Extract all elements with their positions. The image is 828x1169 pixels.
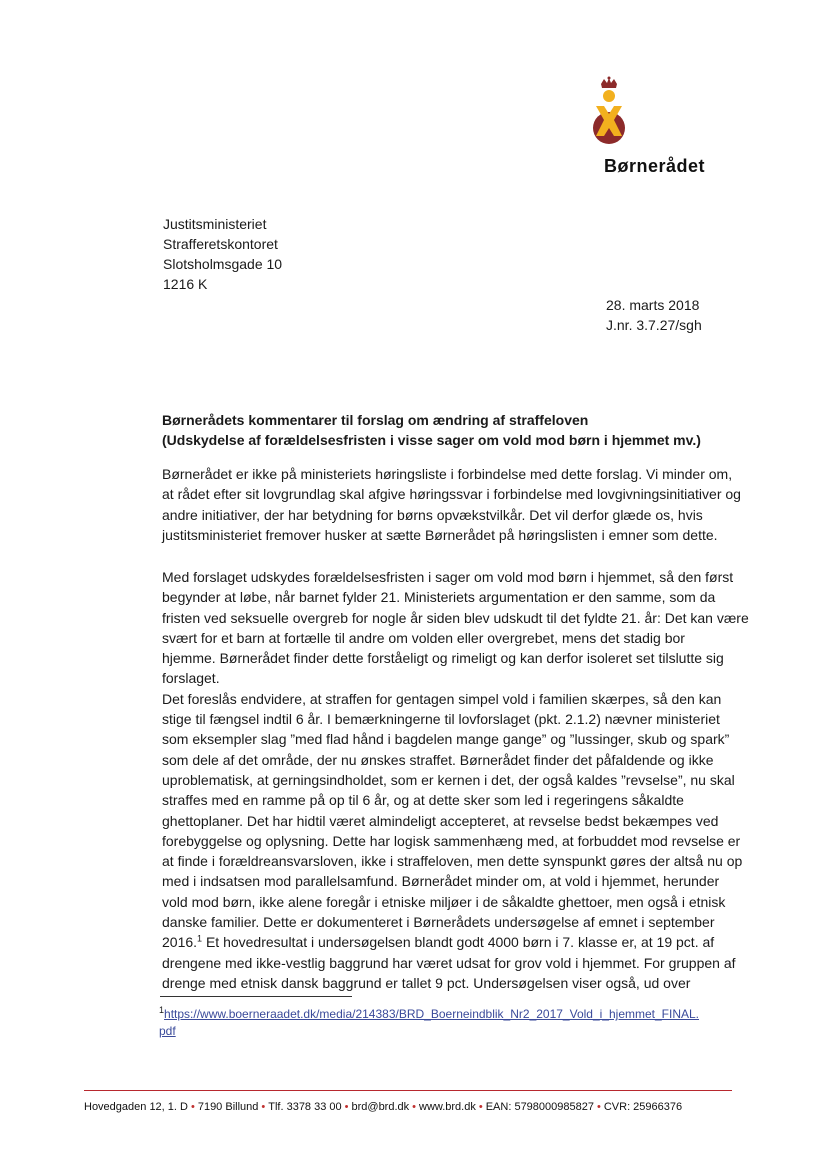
recipient-address (163, 214, 282, 294)
bullet-icon: • (190, 1101, 195, 1113)
text-line: begynder at løbe, når barnet fylder 21. Ministeriets argumentation er den samme, som da (162, 589, 716, 606)
text-line: straffes med en ramme på op til 6 år, og at dette sker som led i regeringens såkaldte (162, 792, 684, 809)
letter-date: 28. marts 2018 (606, 297, 700, 313)
text-line: drengene med ikke-vestlig baggrund har været udsat for grov vold i hjemmet. For gruppen af (162, 954, 736, 971)
footnote-link-continuation[interactable]: pdf (159, 1024, 176, 1038)
footnote-mark: 1 (159, 1005, 165, 1015)
footer-address: Hovedgaden 12, 1. D (84, 1101, 188, 1113)
text-line: Med forslaget udskydes forældelsesfristen i sager om vold mod børn i hjemmet, så den først (162, 569, 734, 585)
footer-contact (84, 1101, 682, 1113)
text-line: Det foreslås endvidere, at straffen for gentagen simpel vold i familien skærpes, så den kan (162, 690, 722, 707)
paragraph-2 (162, 567, 747, 993)
text-line: ghettoplaner. Det har hidtil været almindeligt accepteret, at revselse bedst bekæmpes ved (162, 812, 719, 829)
recipient-line: Strafferetskontoret (163, 236, 278, 252)
text-line: Børnerådet er ikke på ministeriets høringsliste i forbindelse med dette forslag. Vi minder om, (162, 466, 733, 482)
recipient-line: Justitsministeriet (163, 216, 267, 232)
footer-cvr: CVR: 25966376 (603, 1101, 683, 1113)
text-line: forslaget. (162, 670, 220, 687)
text-line: at finde i forældreansvarsloven, ikke i straffeloven, men dette synspunkt gøres der altså nu op (162, 853, 743, 870)
recipient-line: 1216 K (163, 276, 208, 292)
text-line: fristen ved seksuelle overgreb for nogle år siden blev udskudt til det fyldte 21. år: Det kan være (162, 609, 749, 626)
text-segment: Et hovedresultat i undersøgelsen blandt godt 4000 børn i 7. klasse er, at 19 pct. af (202, 934, 715, 951)
text-line: drenge med etnisk dansk baggrund er tallet 9 pct. Undersøgelsen viser også, ud over (162, 974, 691, 991)
footnote-link[interactable]: https://www.boerneraadet.dk/media/214383/BRD_Boerneindblik_Nr2_2017_Vold_i_hjemmet_FINAL. (164, 1007, 700, 1021)
text-segment: 2016. (162, 934, 198, 951)
footer-ean: EAN: 5798000985827 (485, 1101, 594, 1113)
paragraph-1 (162, 464, 747, 545)
heading-line: Børnerådets kommentarer til forslag om ændring af straffeloven (162, 412, 589, 428)
heading-line: (Udskydelse af forældelsesfristen i visse sager om vold mod børn i hjemmet mv.) (162, 432, 701, 448)
text-line: uproblematisk, at gerningsindholdet, som er kernen i det, der også kaldes ”revselse”, nu skal (162, 771, 735, 788)
text-line-with-footnote (162, 932, 747, 952)
text-line: at rådet efter sit lovgrundlag skal afgive høringssvar i forbindelse med lovgivningsinitiativer og (162, 486, 741, 503)
footer-divider (84, 1090, 732, 1091)
recipient-line: Slotsholmsgade 10 (163, 256, 283, 272)
bullet-icon: • (596, 1101, 601, 1113)
footnote-reference[interactable]: 1 (197, 933, 203, 944)
bullet-icon: • (412, 1101, 416, 1113)
text-line: danske familier. Dette er dokumenteret i Børnerådets undersøgelse af emnet i september (162, 914, 715, 931)
footer-web[interactable]: www.brd.dk (419, 1101, 476, 1113)
text-line: hjemme. Børnerådet finder dette forståeligt og rimeligt og kan derfor isoleret set tilslutte sig (162, 650, 724, 667)
footer-phone: Tlf. 3378 33 00 (268, 1101, 342, 1113)
text-line: stige til fængsel indtil 6 år. I bemærkningerne til lovforslaget (pkt. 2.1.2) nævner ministeriet (162, 711, 720, 728)
bullet-icon: • (344, 1101, 349, 1113)
text-line: vold mod børn, ikke alene foregår i etniske miljøer i de såkaldte ghettoer, men også i etnisk (162, 893, 726, 910)
text-line: som dele af det område, der nu ønskes straffet. Børnerådet finder det påfaldende og ikke (162, 751, 714, 768)
text-line: andre initiativer, der har betydning for børns opvækstvilkår. Det vil derfor glæde os, hvis (162, 506, 703, 523)
footnote (159, 1006, 699, 1040)
org-name: Børnerådet (604, 156, 706, 176)
text-line: justitsministeriet fremover husker at sætte Børnerådet på høringslisten i emner som dette. (162, 526, 718, 543)
text-line: med i indsatsen mod parallelsamfund. Børnerådet minder om, at vold i hjemmet, herunder (162, 873, 720, 890)
bullet-icon: • (478, 1101, 483, 1113)
logo (574, 76, 644, 146)
footnote-divider (160, 996, 352, 997)
text-line: forebyggelse og oplysning. Dette har logisk sammenhæng med, at forbuddet mod revselse er (162, 832, 741, 849)
letter-heading (162, 410, 742, 450)
logo-crown-figure-icon (574, 76, 644, 146)
text-line: som eksempler slag ”med flad hånd i bagdelen mange gange” og ”lussinger, skub og spark” (162, 731, 730, 748)
journal-number: J.nr. 3.7.27/sgh (606, 317, 702, 333)
date-block (606, 295, 702, 335)
footer-email[interactable]: brd@brd.dk (351, 1101, 410, 1113)
footer-city: 7190 Billund (197, 1101, 259, 1113)
text-line: svært for et barn at fortælle til andre om volden eller overgrebet, mens det stadig bor (162, 629, 685, 646)
bullet-icon: • (261, 1101, 266, 1113)
